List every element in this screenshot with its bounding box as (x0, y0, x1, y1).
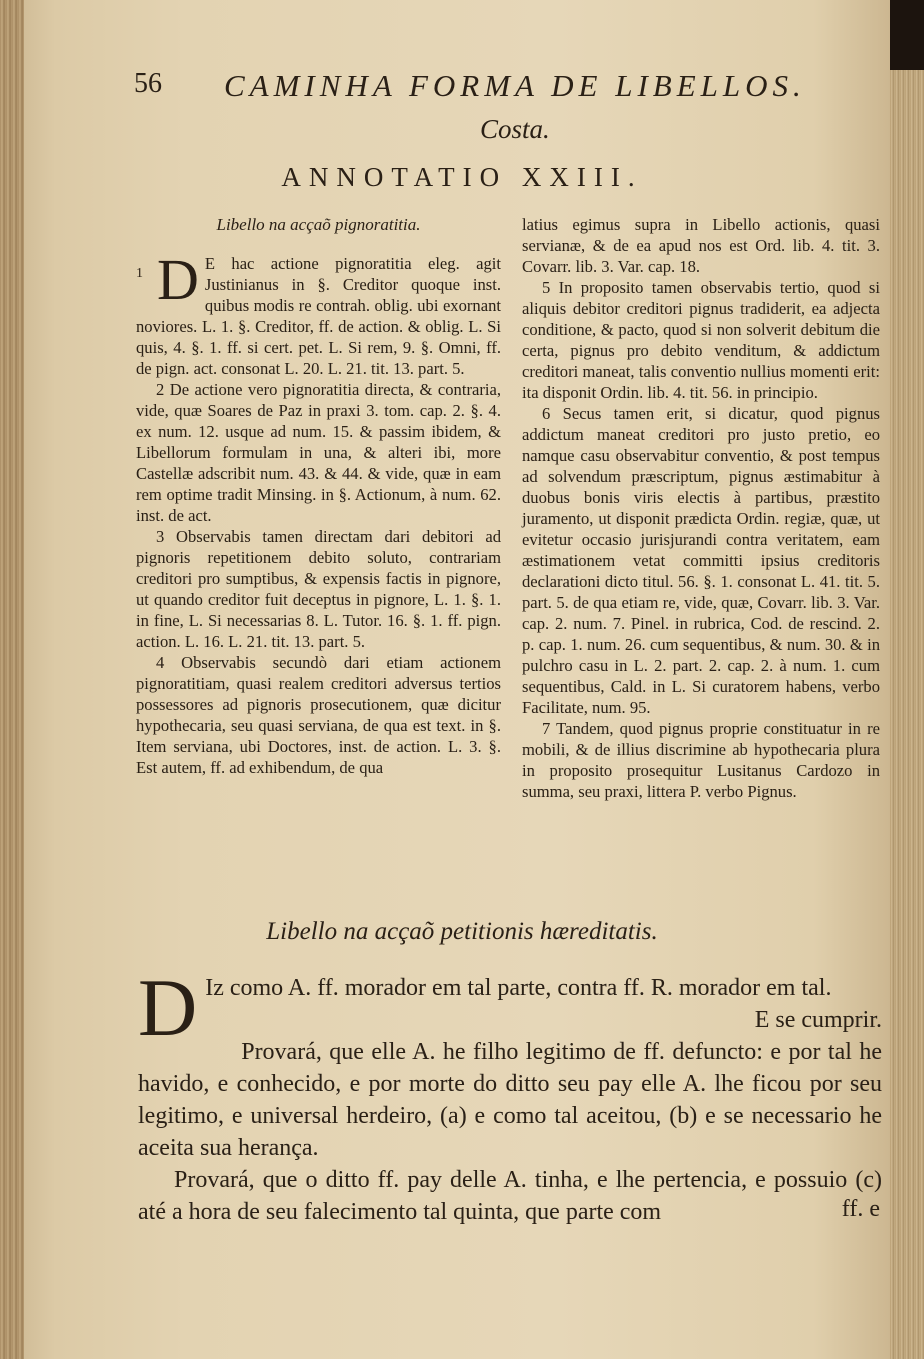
book-spine (0, 0, 24, 1359)
running-head: CAMINHA FORMA DE LIBELLOS. (224, 68, 806, 103)
drop-cap: D (157, 247, 199, 312)
libel-paragraph-1 (138, 962, 882, 1053)
paragraph-1-text: E hac actione pignoratitia eleg. agit Justinianus in §. Creditor quoque inst. quibus modis re contrah. oblig. ubi exornant noviores. L. 1. §. Creditor, ff. de action. & oblig. L. Si quis, 4. §. 1. ff. si cert. pet. L. Si rem, 9. §. Omni, ff. de pign. act. consonat L. 20. L. 21. tit. 13. part. 5. (136, 254, 501, 378)
libel-paragraph-1-end: E se cumprir. (754, 1007, 882, 1033)
page-number: 56 (134, 68, 162, 99)
annotation-title: ANNOTATIO XXIII. (281, 162, 643, 192)
left-column (136, 214, 501, 778)
libel-body (138, 962, 882, 1228)
paragraph-2: 2 De actione vero pignoratitia directa, & contraria, vide, quæ Soares de Paz in praxi 3. tom. cap. 2. §. 4. ex num. 12. usque ad num. 15. & passim ibidem, & Libellorum formulam in una, & alteri ibi, more Castellæ adscribit num. 43. & 44. & vide, quæ in eam rem optime tradit Minsing. in §. Actionum, à num. 62. inst. de act. (136, 380, 501, 525)
catchword-top: Costa. (480, 114, 550, 144)
libel-paragraph-2: Provará, que elle A. he filho legitimo de ff. defuncto: e por tal he havido, e conhecido, e por morte do ditto seu pay elle A. lhe ficou por seu legitimo, e universal herdeiro, (a) e como tal aceitou, (b) e se necessario he aceita sua herança. (138, 1039, 882, 1161)
background-corner (890, 0, 924, 70)
paragraph-5: 5 In proposito tamen observabis tertio, quod si aliquis debitor creditori pignus tradiderit, ea adjecta conditione, & pacto, quod si non solverit debitum die certa, pignus pro debito venditum, & addictum creditori maneat, talis conventio nullius momenti erit: ita disponit Ordin. lib. 4. tit. 56. in principio. (522, 278, 880, 402)
right-column (522, 214, 880, 802)
page-edge (890, 0, 924, 1359)
paragraph-number: 1 (136, 266, 143, 281)
left-subtitle: Libello na acçaõ pignoratitia. (216, 215, 421, 234)
libel-paragraph-1-text: Iz como A. ff. morador em tal parte, contra ff. R. morador em tal. (205, 975, 832, 1001)
libel-title: Libello na acçaõ petitionis hæreditatis. (266, 918, 658, 945)
paragraph-3: 3 Observabis tamen directam dari debitori ad pignoris repetitionem debito soluto, contrariam creditori pro sumptibus, & expensis factis in pignore, ut quando creditor fuit deceptus in pignore, L. 1. §. 1. in fine, L. Si necessarias 8. L. Tutor. 16. §. 1. ff. pign. action. L. 16. L. 21. tit. 13. part. 5. (136, 527, 501, 651)
catchword-bottom: ff. e (841, 1196, 880, 1222)
paragraph-6: 6 Secus tamen erit, si dicatur, quod pignus addictum maneat creditori pro justo pretio, eo namque casu observabitur conventio, & post tempus ad solvendum præscriptum, pignus æstimabitur à duobus bonis viris electis à partibus, præstito juramento, ut disponit prædicta Ordin. regiæ, quæ, ut evitetur occasio jurisjurandi contra veritatem, eam æstimationem vetat committi ipsius creditoris declarationi dicto titul. 56. §. 1. consonat L. 41. tit. 5. part. 5. de qua etiam re, vide, quæ, Covarr. lib. 3. Var. cap. 2. num. 7. Pinel. in rubrica, Cod. de rescind. 2. p. cap. 1. num. 26. cum sequentibus, & num. 30. & in pulchro casu in L. 2. part. 2. cap. 2. à num. 1. cum sequentibus, Cald. in L. Si curatorem habens, verbo Facilitate, num. 95. (522, 404, 880, 717)
paragraph-1 (136, 247, 501, 379)
paragraph-continued: latius egimus supra in Libello actionis, quasi servianæ, & de ea apud nos est Ord. lib. 4. tit. 3. Covarr. lib. 3. Var. cap. 18. (522, 215, 880, 276)
large-drop-cap: D (138, 962, 198, 1053)
page-header (134, 68, 834, 112)
libel-paragraph-3: Provará, que o ditto ff. pay delle A. tinha, e lhe pertencia, e possuio (c) até a hora de seu falecimento tal quinta, que parte com (138, 1167, 882, 1225)
paragraph-7: 7 Tandem, quod pignus proprie constituatur in re mobili, & de illius discrimine ab hypothecaria plura in proposito prosequitur Lusitanus Cardozo in summa, seu praxi, littera P. verbo Pignus. (522, 719, 880, 801)
paragraph-4: 4 Observabis secundò dari etiam actionem pignoratitiam, quasi realem creditori adversus tertios possessores ad pignoris prosecutionem, quæ dicitur hypothecaria, seu quasi serviana, de qua est text. in §. Item serviana, ubi Doctores, inst. de action. L. 3. §. Est autem, ff. ad exhibendum, de qua (136, 653, 501, 777)
